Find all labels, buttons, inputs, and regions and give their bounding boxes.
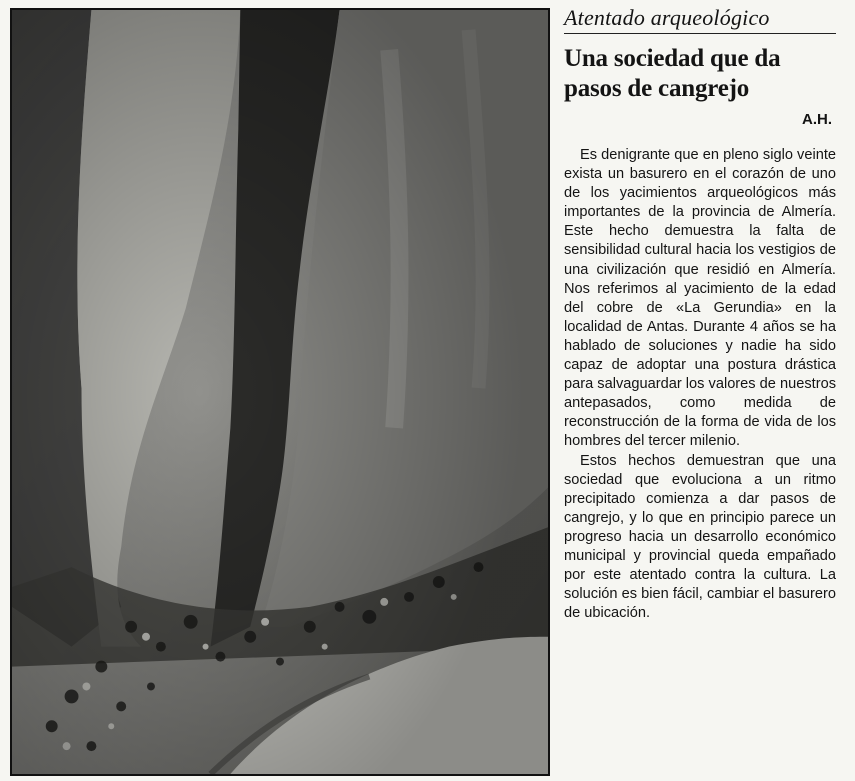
section-heading: Atentado arqueológico — [564, 5, 770, 30]
headline-line-1: Una sociedad que da — [564, 45, 781, 72]
paragraph-1: Es denigrante que en pleno siglo veinte exista un basurero en el corazón de uno de los yacimientos arqueológicos más importantes de la provincia de Almería. Este hecho demuestra la falta de sensibilidad cultural hacia los vestigios de una civilización que residió en Almería. Nos referimos al yacimiento de la edad del cobre de «La Gerundia» en la localidad de Antas. Durante 4 años se ha hablado de soluciones y nadie ha sido capaz de adoptar una postura drástica para salvaguardar los valores de nuestros antepasados, como medida de reconstrucción de la forma de vida de los hombres del tercer milenio. — [564, 147, 836, 450]
byline: A.H. — [802, 111, 832, 128]
headline-line-2: pasos de cangrejo — [564, 75, 750, 102]
section-rule — [564, 33, 836, 34]
article-photo — [10, 8, 550, 776]
article-body — [564, 146, 836, 623]
article-column — [564, 0, 836, 781]
article-headline — [564, 44, 836, 104]
paragraph-2: Estos hechos demuestran que una sociedad que evoluciona a un ritmo precipitado comienza a dar pasos de cangrejo, y lo que en principio parece un progreso hacia un desarrollo económico municipal y provincial queda empañado por este atentado contra la cultura. La solución es bien fácil, cambiar el basurero de ubicación. — [564, 452, 836, 622]
